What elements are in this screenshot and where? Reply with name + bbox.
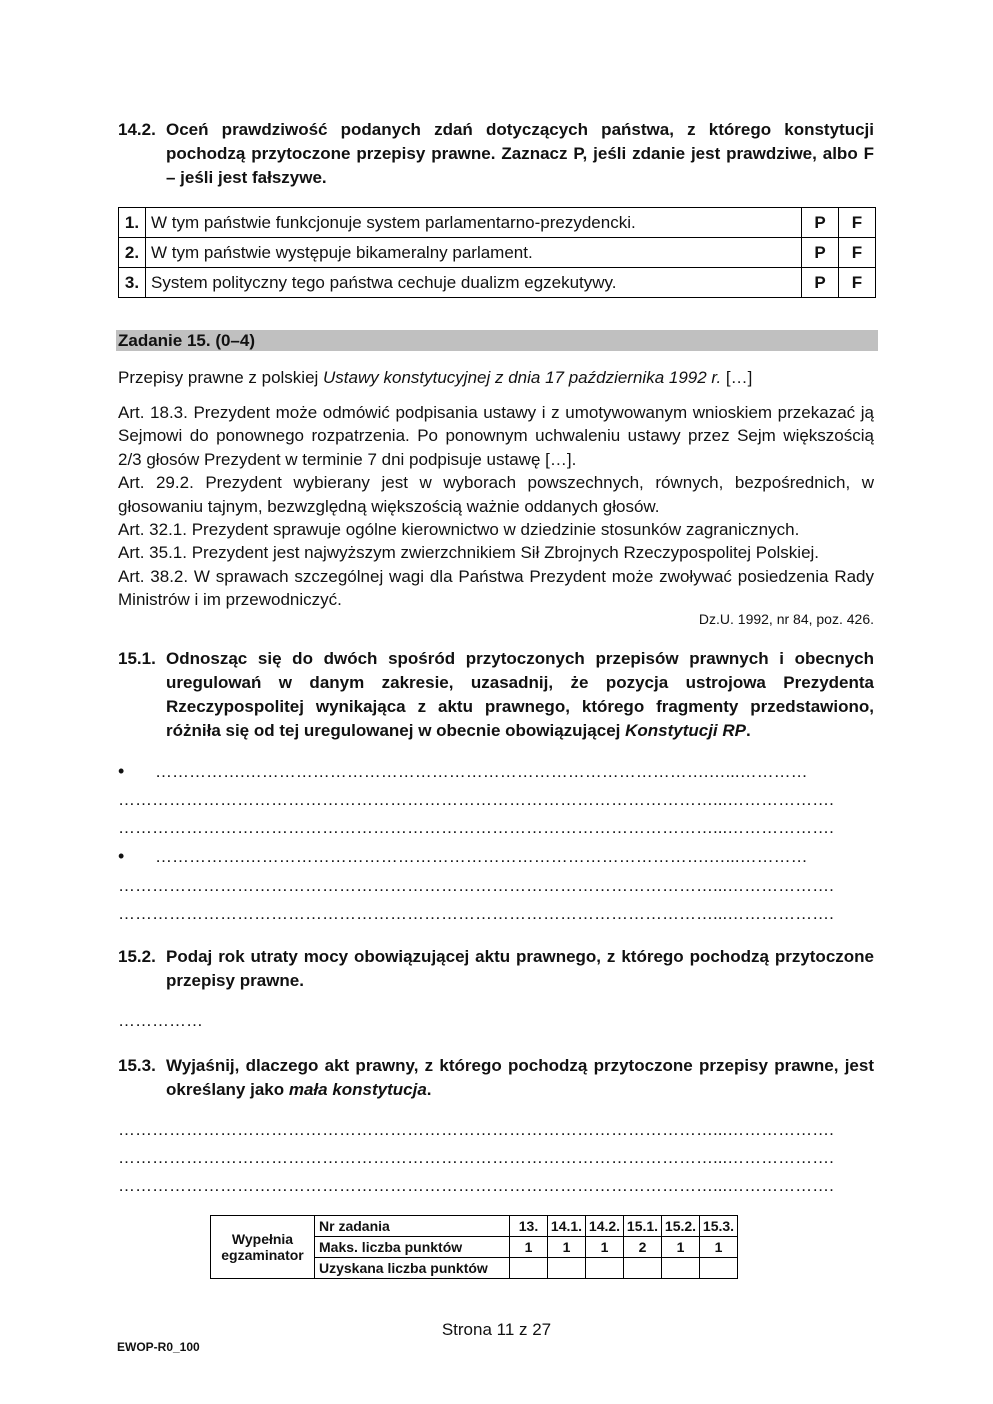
true-option[interactable]: P	[802, 238, 839, 268]
article-35-1: Art. 35.1. Prezydent jest najwyższym zwierzchnikiem Sił Zbrojnych Rzeczypospolitej Polskiej.	[118, 543, 820, 563]
answer-line[interactable]: ……………………………………………………………………………………………...……………….	[118, 818, 834, 837]
task-number-cell: 14.2.	[586, 1216, 624, 1237]
false-option[interactable]: F	[839, 268, 876, 298]
row-label: Maks. liczba punktów	[315, 1237, 510, 1258]
false-option[interactable]: F	[839, 208, 876, 238]
task-text-main: Wyjaśnij, dlaczego akt prawny, z którego pochodzą przytoczone przepisy prawne, jest określany jako	[166, 1056, 874, 1099]
scoring-table	[210, 1215, 738, 1279]
table-row	[211, 1216, 738, 1237]
row-number: 2.	[119, 238, 146, 268]
score-input-cell[interactable]	[510, 1258, 548, 1279]
task-15-1-instruction	[118, 647, 874, 743]
task-number: 15.3.	[118, 1056, 156, 1075]
score-input-cell[interactable]	[662, 1258, 700, 1279]
task-number: 14.2.	[118, 120, 156, 139]
task-number-cell: 14.1.	[548, 1216, 586, 1237]
task-text-end: .	[746, 721, 751, 740]
max-points-cell: 1	[548, 1237, 586, 1258]
score-input-cell[interactable]	[586, 1258, 624, 1279]
task-number-cell: 15.3.	[700, 1216, 738, 1237]
task-text-italic: mała konstytucja	[288, 1080, 427, 1099]
task-text: Oceń prawdziwość podanych zdań dotyczących państwa, z którego konstytucji pochodzą przytoczone przepisy prawne. Zaznacz P, jeśli zdanie jest prawdziwe, albo F – jeśli jest fałszywe.	[166, 120, 874, 187]
task-text	[166, 1054, 874, 1102]
task-number-cell: 15.1.	[624, 1216, 662, 1237]
row-number: 3.	[119, 268, 146, 298]
answer-line[interactable]: …………….……………………………………………………………………….…...…………	[155, 847, 808, 866]
answer-line[interactable]: ……………………………………………………………………………………………...……………….	[118, 1120, 834, 1139]
page-number: Strona 11 z 27	[441, 1320, 552, 1339]
table-row	[119, 208, 876, 238]
task-number: 15.1.	[118, 649, 156, 668]
max-points-cell: 2	[624, 1237, 662, 1258]
task-text: Podaj rok utraty mocy obowiązującej aktu prawnego, z którego pochodzą przytoczone przepisy prawne.	[166, 947, 874, 990]
true-option[interactable]: P	[802, 208, 839, 238]
score-input-cell[interactable]	[700, 1258, 738, 1279]
max-points-cell: 1	[700, 1237, 738, 1258]
row-label: Nr zadania	[315, 1216, 510, 1237]
answer-line[interactable]: ……………………………………………………………………………………………...……………….	[118, 1176, 834, 1195]
article-18-3: Art. 18.3. Prezydent może odmówić podpisania ustawy i z umotywowanym wnioskiem przekazać ją Sejmowi do ponownego rozpatrzenia. Po ponownym uchwaleniu ustawy przez Sejm większością 2/3 głosów Prezydent w terminie 7 dni podpisuje ustawę […].	[118, 403, 874, 469]
statement: W tym państwie występuje bikameralny parlament.	[146, 238, 802, 268]
false-option[interactable]: F	[839, 238, 876, 268]
task-text	[166, 647, 874, 743]
task-number: 15.2.	[118, 947, 156, 966]
answer-line[interactable]: …………….……………………………………………………………………….…...…………	[155, 762, 808, 781]
act-title: Ustawy konstytucyjnej z dnia 17 października 1992 r.	[323, 368, 722, 387]
answer-line[interactable]: ……………	[118, 1011, 203, 1030]
task-15-3-instruction	[118, 1054, 874, 1102]
answer-line[interactable]: ……………………………………………………………………………………………...……………….	[118, 904, 834, 923]
article-38-2: Art. 38.2. W sprawach szczególnej wagi dla Państwa Prezydent może zwoływać posiedzenia Rady Ministrów i im przewodniczyć.	[118, 566, 874, 610]
task-text-italic: Konstytucji RP	[625, 721, 746, 740]
answer-line[interactable]: ……………………………………………………………………………………………...……………….	[118, 1148, 834, 1167]
true-option[interactable]: P	[802, 268, 839, 298]
source-intro	[118, 366, 874, 389]
table-row	[119, 268, 876, 298]
table-row	[119, 238, 876, 268]
task-15-header: Zadanie 15. (0–4)	[116, 330, 878, 351]
article-29-2: Art. 29.2. Prezydent wybierany jest w wyborach powszechnych, równych, bezpośrednich, w głosowaniu tajnym, bezwzględną większością ważnie oddanych głosów.	[118, 473, 874, 516]
row-number: 1.	[119, 208, 146, 238]
true-false-table	[118, 207, 876, 298]
task-text-end: .	[426, 1080, 432, 1099]
exam-code: EWOP-R0_100	[117, 1340, 200, 1354]
bullet-1: •	[118, 761, 125, 781]
score-input-cell[interactable]	[624, 1258, 662, 1279]
article-32-1: Art. 32.1. Prezydent sprawuje ogólne kierownictwo w dziedzinie stosunków zagranicznych.	[118, 520, 800, 540]
task-number-cell: 13.	[510, 1216, 548, 1237]
task-14-2-instruction	[118, 118, 874, 190]
row-label: Uzyskana liczba punktów	[315, 1258, 510, 1279]
max-points-cell: 1	[586, 1237, 624, 1258]
source-citation: Dz.U. 1992, nr 84, poz. 426.	[698, 611, 874, 627]
statement: W tym państwie funkcjonuje system parlamentarno-prezydencki.	[146, 208, 802, 238]
task-number-cell: 15.2.	[662, 1216, 700, 1237]
intro-text: Przepisy prawne z polskiej	[118, 368, 324, 387]
answer-line[interactable]: ……………………………………………………………………………………………...……………….	[118, 790, 834, 809]
bullet-2: •	[118, 846, 125, 866]
max-points-cell: 1	[510, 1237, 548, 1258]
task-15-2-instruction	[118, 945, 874, 993]
score-input-cell[interactable]	[548, 1258, 586, 1279]
task-text-main: Odnosząc się do dwóch spośród przytoczonych przepisów prawnych i obecnych uregulowań w danym zakresie, uzasadnij, że pozycja ustrojowa Prezydenta Rzeczypospolitej wynikająca z aktu prawnego, którego fragmenty przedstawiono, różniła się od tej uregulowanej w obecnie obowiązującej	[166, 649, 874, 740]
answer-line[interactable]: ……………………………………………………………………………………………...……………….	[118, 876, 834, 895]
examiner-label: Wypełnia egzaminator	[211, 1216, 315, 1279]
max-points-cell: 1	[662, 1237, 700, 1258]
articles-block	[118, 401, 874, 612]
statement: System polityczny tego państwa cechuje dualizm egzekutywy.	[146, 268, 802, 298]
intro-ellipsis: […]	[721, 368, 753, 387]
